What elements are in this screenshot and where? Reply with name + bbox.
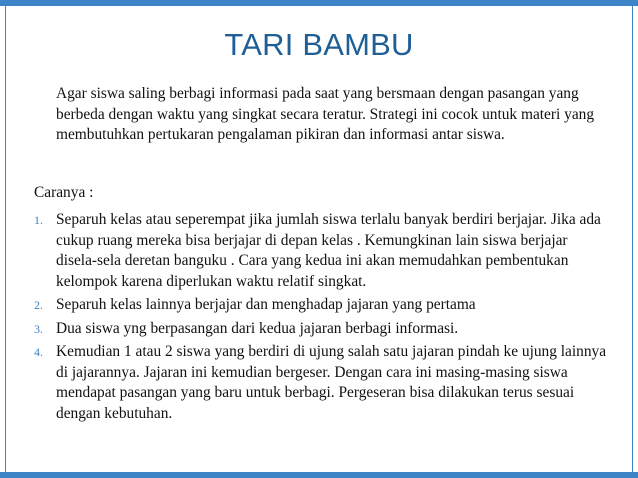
step-text: Dua siswa yng berpasangan dari kedua jajaran berbagi informasi.	[56, 319, 459, 337]
steps-heading: Caranya :	[34, 184, 94, 201]
slide-title: TARI BAMBU	[224, 27, 414, 62]
intro-paragraph: Agar siswa saling berbagi informasi pada saat yang bersmaan dengan pasangan yang berbeda dengan waktu yang singkat secara teratur. Strategi ini cocok untuk materi yang membutuhkan pertukaran pengalaman pikiran dan informasi antar siswa.	[56, 85, 595, 143]
bottom-accent-bar	[0, 472, 638, 478]
step-text: Separuh kelas lainnya berjajar dan menghadap jajaran yang pertama	[56, 296, 476, 313]
step-text: Kemudian 1 atau 2 siswa yang berdiri di ujung salah satu jajaran pindah ke ujung lainnya di jajarannya. Jajaran ini kemudian bergeser. Dengan cara ini masing-masing siswa mendapat pasangan yang baru untuk berbagi. Pergeseran bisa dilakukan terus sesuai dengan kebutuhan.	[56, 343, 607, 422]
step-number: 4.	[34, 345, 43, 359]
step-item	[34, 295, 609, 316]
steps-list	[34, 210, 609, 427]
step-item	[34, 319, 609, 340]
step-item	[34, 342, 609, 424]
step-text: Separuh kelas atau seperempat jika jumlah siswa terlalu banyak berdiri berjajar. Jika ada cukup ruang mereka bisa berjajar di depan kelas . Kemungkinan lain siswa berjajar disela-sela deretan banguku . Cara yang kedua ini akan memudahkan pembentukan kelompok karena diperlukan waktu relatif singkat.	[56, 211, 601, 290]
step-number: 3.	[34, 321, 43, 336]
step-number: 2.	[34, 298, 43, 312]
step-item	[34, 210, 609, 292]
step-number: 1.	[34, 213, 43, 227]
